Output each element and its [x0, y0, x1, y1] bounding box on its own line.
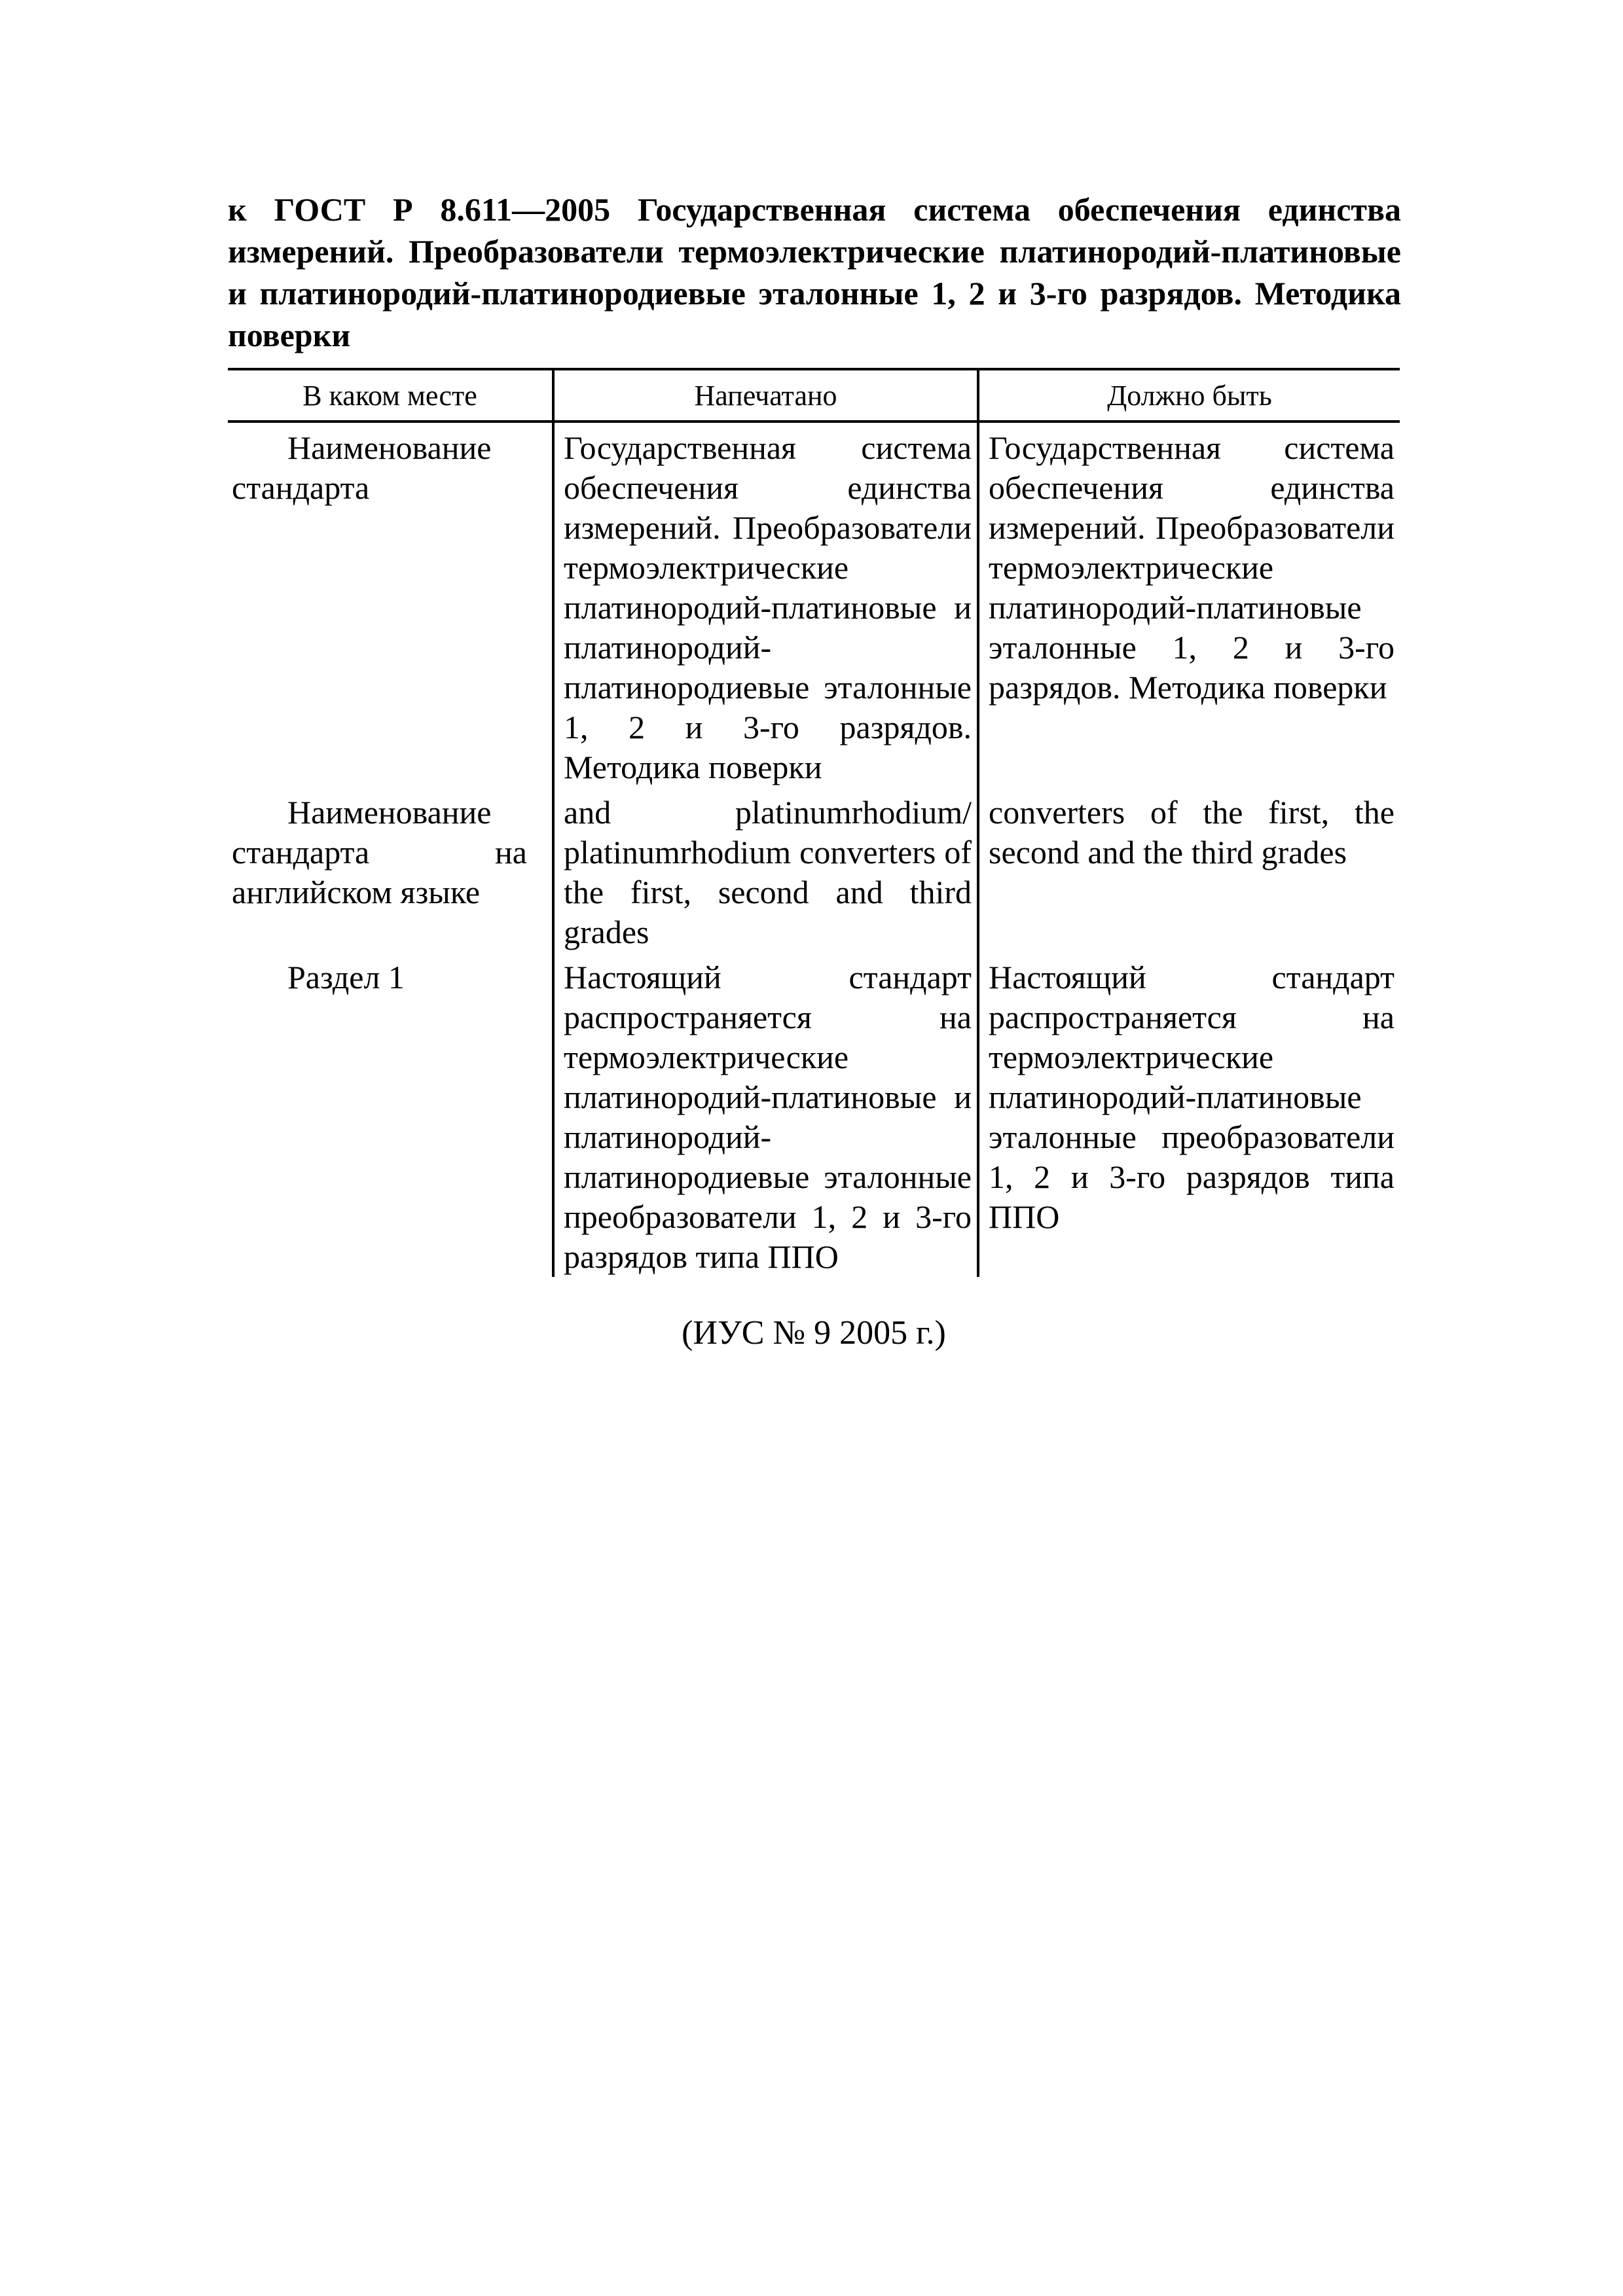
table-row: [228, 787, 1400, 952]
table-header-row: [228, 369, 1400, 422]
row-correct: Настоящий стандарт распространяется на термоэлектрические платинородий-платиновые эталонные преобразователи 1, 2 и 3-го разрядов типа ППО: [978, 952, 1400, 1277]
column-header-place: В каком месте: [228, 369, 553, 422]
row-place: Наименование стандарта на английском языке: [232, 794, 527, 910]
row-correct: Государственная система обеспечения единства измерений. Преобразователи термоэлектрические платинородий-платиновые эталонные 1, 2 и 3-го разрядов. Методика поверки: [978, 422, 1400, 787]
table-row: [228, 422, 1400, 787]
row-place: Раздел 1: [287, 959, 405, 996]
row-printed: Настоящий стандарт распространяется на термоэлектрические платинородий-платиновые и платинородий-платинородиевые эталонные преобразователи 1, 2 и 3-го разрядов типа ППО: [553, 952, 978, 1277]
row-printed: and platinumrhodium/ platinumrhodium converters of the first, second and third grades: [553, 787, 978, 952]
row-printed: Государственная система обеспечения единства измерений. Преобразователи термоэлектрические платинородий-платиновые и платинородий-платинородиевые эталонные 1, 2 и 3-го разрядов. Методика поверки: [553, 422, 978, 787]
column-header-printed: Напечатано: [553, 369, 978, 422]
erratum-table: [228, 368, 1400, 1277]
row-correct: converters of the first, the second and the third grades: [978, 787, 1400, 952]
column-header-correct: Должно быть: [978, 369, 1400, 422]
amendment-heading: к ГОСТ Р 8.611—2005 Государственная система обеспечения единства измерений. Преобразователи термоэлектрические платинородий-платиновые и платинородий-платинородиевые эталонные 1, 2 и 3-го разрядов. Методика поверки: [228, 191, 1401, 353]
row-place: Наименование стандарта: [232, 429, 492, 506]
publication-reference: (ИУС № 9 2005 г.): [682, 1314, 946, 1352]
table-row: [228, 952, 1400, 1277]
